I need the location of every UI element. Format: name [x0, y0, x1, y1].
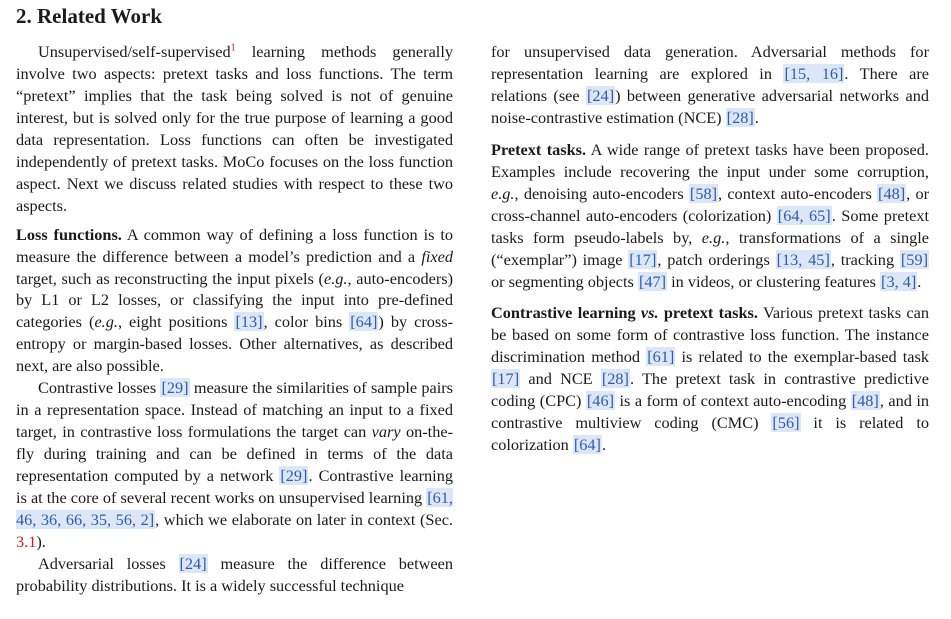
citation-link[interactable]: [64]	[573, 435, 601, 455]
heading-loss-functions: Loss functions.	[16, 224, 122, 244]
citation-link[interactable]: [29]	[161, 378, 189, 398]
citation-link[interactable]: [28]	[726, 107, 754, 127]
citation-link[interactable]: [24]	[587, 85, 615, 105]
citation-link[interactable]: [15, 16]	[784, 63, 844, 83]
paragraph-adversarial-losses: Adversarial losses [24] measure the difference between probability distributions. It is a widely successful technique	[16, 553, 453, 595]
heading-pretext-tasks: Pretext tasks.	[491, 139, 587, 159]
paragraph-contrastive-vs-pretext: Contrastive learning vs. pretext tasks. Various pretext tasks can be based on some form of contrastive loss function. The instance discrimination method [61] is related to the exemplar-based task [17] and NCE [28]. The pretext task in contrastive predictive coding (CPC) [46] is a form of context auto-encoding [48], and in contrastive multiview coding (CMC) [56] it is related to colorization [64].	[491, 303, 930, 455]
paragraph-pretext-tasks: Pretext tasks. A wide range of pretext tasks have been proposed. Examples include recovering the input under some corruption, e.g., denoising auto-encoders [58], context auto-encoders [48], or cross-channel auto-encoders (colorization) [64, 65]. Some pretext tasks form pseudo-labels by, e.g., transformations of a single (“exemplar”) image [17], patch orderings [13, 45], tracking [59] or segmenting objects [47] in videos, or clustering features [3, 4].	[491, 139, 930, 291]
citation-link[interactable]: [61, 46, 36, 66, 35, 56, 2]	[16, 488, 453, 530]
paragraph-contrastive-losses: Contrastive losses [29] measure the similarities of sample pairs in a representation space. Instead of matching an input to a fixed target, in contrastive loss formulations the target can vary on-the-fly during training and can be defined in terms of the data representation computed by a network [29]. Contrastive learning is at the core of several recent works on unsupervised learning [61, 46, 36, 66, 35, 56, 2], which we elaborate on later in context (Sec. 3.1).	[16, 378, 454, 551]
citation-link[interactable]: [59]	[900, 249, 929, 269]
citation-link[interactable]: [64, 65]	[777, 205, 831, 225]
citation-link[interactable]: [56]	[772, 413, 800, 433]
citation-link[interactable]: [48]	[878, 183, 906, 203]
footnote-marker[interactable]: 1	[230, 42, 236, 54]
citation-link[interactable]: [47]	[638, 271, 667, 291]
citation-link[interactable]: [61]	[647, 347, 675, 367]
citation-link[interactable]: [29]	[280, 466, 308, 486]
citation-link[interactable]: [17]	[492, 369, 520, 389]
citation-link[interactable]: [13, 45]	[776, 249, 830, 269]
citation-link[interactable]: [13]	[235, 312, 263, 332]
citation-link[interactable]: [3, 4]	[881, 271, 917, 291]
citation-link[interactable]: [48]	[851, 391, 879, 411]
paragraph-adversarial-continued: for unsupervised data generation. Adversarial methods for representation learning are explored in [15, 16]. There are relations (see [24]) between generative adversarial networks and noise-contrastive estimation (NCE) [28].	[491, 42, 929, 127]
paragraph-loss-functions: Loss functions. A common way of defining a loss function is to measure the difference between a model’s prediction and a fixed target, such as reconstructing the input pixels (e.g., auto-encoders) by L1 or L2 losses, or classifying the input into pre-defined categories (e.g., eight positions [13], color bins [64]) by cross-entropy or margin-based losses. Other alternatives, as described next, are also possible.	[16, 224, 454, 376]
left-column	[16, 41, 453, 597]
citation-link[interactable]: [64]	[350, 312, 378, 332]
citation-link[interactable]: [58]	[689, 183, 718, 203]
paragraph-intro: Unsupervised/self-supervised$^1$ learning methods generally involve two aspects: pretext tasks and loss functions. The term “pretext” implies that the task being solved is not of genuine interest, but is solved only for the true purpose of learning a good data representation. Loss functions can often be investigated independently of pretext tasks. MoCo focuses on the loss function aspect. Next we discuss related studies with respect to these two aspects.	[16, 42, 453, 215]
heading-contrastive-vs-pretext: Contrastive learning vs. pretext tasks.	[491, 303, 758, 323]
citation-link[interactable]: [46]	[586, 391, 615, 411]
section-title: 2. Related Work	[16, 4, 163, 28]
section-reference-link[interactable]: 3.1	[16, 531, 37, 551]
citation-link[interactable]: [17]	[629, 249, 657, 269]
right-column	[491, 41, 929, 456]
citation-link[interactable]: [24]	[179, 553, 207, 573]
citation-link[interactable]: [28]	[601, 369, 629, 389]
